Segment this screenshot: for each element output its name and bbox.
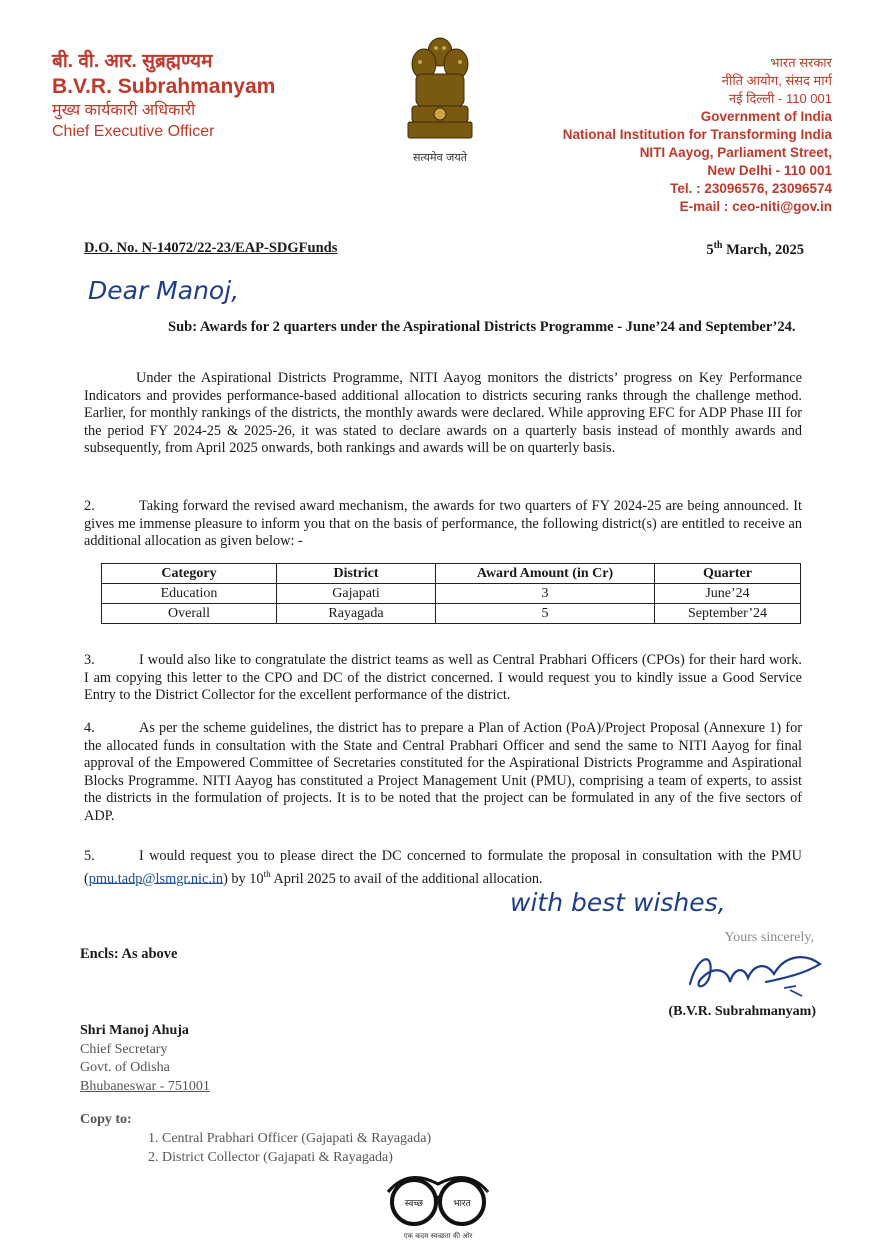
addressee-name: Shri Manoj Ahuja	[80, 1023, 189, 1038]
ashoka-emblem-icon	[402, 34, 478, 148]
address-hindi-2: नई दिल्ली - 110 001	[728, 91, 832, 106]
addressee-block	[80, 1022, 210, 1096]
addressee-organisation: Govt. of Odisha	[80, 1060, 170, 1075]
paragraph-5-date-suffix: th	[263, 868, 271, 879]
copy-to-header: Copy to:	[80, 1112, 132, 1127]
paragraph-5-text-b: ) by 10	[223, 870, 264, 887]
addressee-designation: Chief Secretary	[80, 1041, 168, 1057]
header-district: District	[277, 564, 436, 584]
paragraph-3-number: 3.	[84, 652, 95, 668]
subject-text: Sub: Awards for 2 quarters under the Aspirational Districts Programme - June’24 and September’24.	[168, 319, 796, 335]
subject	[168, 318, 800, 336]
yours-sincerely: Yours sincerely,	[724, 930, 814, 945]
paragraph-5-text-a: I would request you to please direct the DC concerned to formulate the proposal in consultation with the PMU (	[84, 848, 802, 887]
signature-icon	[684, 944, 834, 1004]
swachh-bharat-logo-icon	[378, 1162, 498, 1242]
govt-hindi: भारत सरकार	[770, 55, 832, 70]
cell-award-amount: 5	[436, 604, 655, 624]
paragraph-4	[84, 720, 802, 826]
letterhead-right	[563, 54, 832, 216]
handwritten-closing: with best wishes,	[510, 888, 726, 917]
telephone: Tel. : 23096576, 23096574	[670, 181, 832, 196]
govt-english: Government of India	[700, 109, 832, 124]
cell-quarter: June’24	[655, 584, 801, 604]
cell-district: Rayagada	[277, 604, 436, 624]
sender-name: B.V.R. Subrahmanyam	[52, 75, 276, 98]
addressee-city: Bhubaneswar - 751001	[80, 1078, 210, 1094]
address-line-2: New Delhi - 110 001	[707, 163, 832, 178]
header-category: Category	[102, 564, 277, 584]
table-row	[102, 584, 801, 604]
email: E-mail : ceo-niti@gov.in	[679, 199, 832, 214]
cell-category: Overall	[102, 604, 277, 624]
enclosures: Encls: As above	[80, 946, 178, 962]
do-number: D.O. No. N-14072/22-23/EAP-SDGFunds	[84, 240, 338, 256]
paragraph-5-text-c: April 2025 to avail of the additional allocation.	[270, 870, 543, 887]
table-row	[102, 604, 801, 624]
paragraph-2	[84, 498, 802, 551]
awards-table	[101, 563, 801, 624]
logo-tagline: एक कदम स्वच्छता की ओर	[403, 1232, 473, 1240]
state-emblem	[398, 34, 482, 168]
paragraph-4-number: 4.	[84, 720, 95, 736]
pmu-email-link[interactable]: pmu.tadp@lsmgr.nic.in	[88, 870, 224, 887]
date-day: 5	[706, 241, 714, 258]
header-quarter: Quarter	[655, 564, 801, 584]
paragraph-4-text: As per the scheme guidelines, the district has to prepare a Plan of Action (PoA)/Project Proposal (Annexure 1) for the allocated funds in consultation with the State and Central Prabhari Officer and send the same to NITI Aayog for final approval of the Empowered Committee of Secretaries constituted for the Aspirational Districts Programme and Aspirational Blocks Programme. NITI Aayog has constituted a Project Management Unit (PMU), comprising a team of experts, to assist the districts in the formulation of projects. It is to be noted that the project can be formulated in any of the five sectors of ADP.	[84, 720, 802, 824]
header-award-amount: Award Amount (in Cr)	[436, 564, 655, 584]
copy-to-block	[80, 1110, 431, 1167]
table-header-row	[102, 564, 801, 584]
emblem-motto: सत्यमेव जयते	[412, 151, 467, 164]
list-item: 2. District Collector (Gajapati & Rayagada)	[162, 1148, 431, 1167]
paragraph-3	[84, 652, 802, 705]
cell-category: Education	[102, 584, 277, 604]
sender-designation-hindi: मुख्य कार्यकारी अधिकारी	[52, 102, 196, 119]
paragraph-2-text: Taking forward the revised award mechanism, the awards for two quarters of FY 2024-25 are being announced. It gives me immense pleasure to inform you that on the basis of performance, the following district(s) are entitled to receive an additional allocation as given below: -	[84, 498, 802, 550]
logo-left-lens-text: स्वच्छ	[404, 1199, 424, 1209]
cell-quarter: September’24	[655, 604, 801, 624]
letter-date	[706, 240, 804, 259]
sender-name-hindi: बी. वी. आर. सुब्रह्मण्यम	[52, 51, 213, 72]
address-hindi-1: नीति आयोग, संसद मार्ग	[721, 73, 832, 88]
institution-name: National Institution for Transforming India	[562, 127, 832, 142]
paragraph-2-number: 2.	[84, 498, 95, 514]
address-line-1: NITI Aayog, Parliament Street,	[639, 145, 832, 160]
signer-name: (B.V.R. Subrahmanyam)	[668, 1004, 816, 1019]
salutation-handwritten: Dear Manoj,	[88, 276, 240, 305]
cell-award-amount: 3	[436, 584, 655, 604]
paragraph-3-text: I would also like to congratulate the district teams as well as Central Prabhari Officers (CPOs) for their hard work. I am copying this letter to the CPO and DC of the district concerned. I would request you to kindly issue a Good Service Entry to the District Collector for the excellent performance of the district.	[84, 652, 802, 704]
sender-designation: Chief Executive Officer	[52, 123, 215, 140]
letterhead-left	[52, 50, 275, 142]
list-item: 1. Central Prabhari Officer (Gajapati & Rayagada)	[162, 1129, 431, 1148]
cell-district: Gajapati	[277, 584, 436, 604]
date-month-year: March, 2025	[722, 241, 804, 258]
date-suffix: th	[713, 240, 723, 251]
paragraph-5	[84, 848, 802, 888]
paragraph-5-number: 5.	[84, 848, 95, 864]
reference-line	[84, 240, 804, 257]
logo-right-lens-text: भारत	[453, 1199, 471, 1209]
paragraph-1: Under the Aspirational Districts Programme, NITI Aayog monitors the districts’ progress on Key Performance Indicators and provides performance-based additional allocation to districts securing ranks through the challenge method. Earlier, for monthly rankings of the districts, the monthly awards were declared. While approving EFC for ADP Phase III for the period FY 2024-25 & 2025-26, it was stated to declare awards on a quarterly basis instead of monthly awards and subsequently, from April 2025 onwards, both rankings and awards will be on quarterly basis.	[84, 370, 802, 457]
